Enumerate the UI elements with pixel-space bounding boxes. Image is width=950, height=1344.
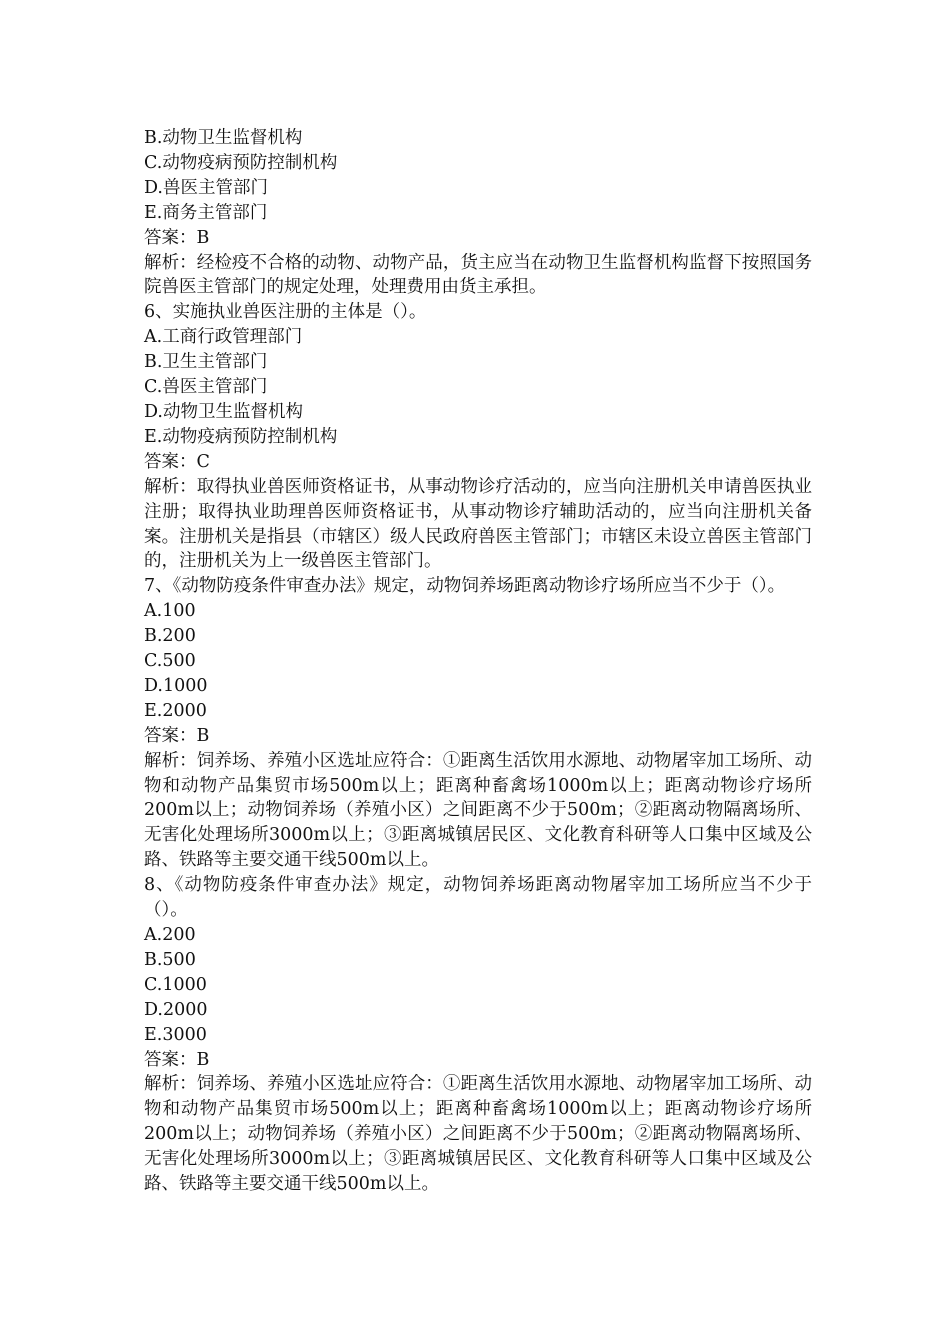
answer: 答案：B: [144, 227, 210, 248]
option-d: D.2000: [144, 999, 208, 1020]
question-5-block: [144, 126, 812, 300]
question-7-block: [144, 574, 812, 873]
question-text: 6、实施执业兽医注册的主体是（）。: [144, 302, 427, 323]
answer: 答案：B: [144, 1049, 210, 1070]
option-e: E.2000: [144, 700, 207, 721]
option-c: C.动物疫病预防控制机构: [144, 152, 338, 173]
option-a: A.200: [144, 925, 196, 945]
option-a: A.100: [144, 601, 196, 622]
answer: 答案：C: [144, 451, 210, 472]
option-e: E.动物疫病预防控制机构: [144, 426, 338, 447]
option-b: B.200: [144, 626, 196, 647]
option-c: C.1000: [144, 974, 207, 995]
option-d: D.动物卫生监督机构: [144, 401, 303, 422]
analysis: 解析：饲养场、养殖小区选址应符合：①距离生活饮用水源地、动物屠宰加工场所、动物和动物产品集贸市场500m以上；距离种畜禽场1000m以上；距离动物诊疗场所200m以上；动物饲养场（养殖小区）之间距离不少于500m；②距离动物隔离场所、无害化处理场所3000m以上；③距离城镇居民区、文化教育科研等人口集中区域及公路、铁路等主要交通干线500m以上。: [144, 750, 812, 871]
question-8-block: [144, 873, 812, 1197]
option-c: C.500: [144, 651, 196, 672]
option-e: E.商务主管部门: [144, 202, 268, 223]
option-d: D.兽医主管部门: [144, 177, 268, 198]
option-a: A.工商行政管理部门: [144, 327, 303, 348]
analysis: 解析：取得执业兽医师资格证书，从事动物诊疗活动的，应当向注册机关申请兽医执业注册；取得执业助理兽医师资格证书，从事动物诊疗辅助活动的，应当向注册机关备案。注册机关是指县（市辖区）级人民政府兽医主管部门；市辖区未设立兽医主管部门的，注册机关为上一级兽医主管部门。: [144, 476, 812, 572]
option-b: B.500: [144, 949, 196, 970]
analysis: 解析：饲养场、养殖小区选址应符合：①距离生活饮用水源地、动物屠宰加工场所、动物和动物产品集贸市场500m以上；距离种畜禽场1000m以上；距离动物诊疗场所200m以上；动物饲养场（养殖小区）之间距离不少于500m；②距离动物隔离场所、无害化处理场所3000m以上；③距离城镇居民区、文化教育科研等人口集中区域及公路、铁路等主要交通干线500m以上。: [144, 1074, 812, 1195]
option-b: B.卫生主管部门: [144, 352, 268, 373]
option-e: E.3000: [144, 1024, 207, 1045]
option-c: C.兽医主管部门: [144, 377, 268, 398]
question-text: 8、《动物防疫条件审查办法》规定，动物饲养场距离动物屠宰加工场所应当不少于（）。: [144, 875, 812, 921]
question-6-block: [144, 300, 812, 574]
option-d: D.1000: [144, 675, 208, 696]
document-page: [144, 126, 812, 1197]
question-text: 7、《动物防疫条件审查办法》规定，动物饲养场距离动物诊疗场所应当不少于（）。: [144, 576, 786, 597]
option-b: B.动物卫生监督机构: [144, 128, 303, 148]
analysis: 解析：经检疫不合格的动物、动物产品，货主应当在动物卫生监督机构监督下按照国务院兽医主管部门的规定处理，处理费用由货主承担。: [144, 252, 812, 298]
answer: 答案：B: [144, 725, 210, 746]
